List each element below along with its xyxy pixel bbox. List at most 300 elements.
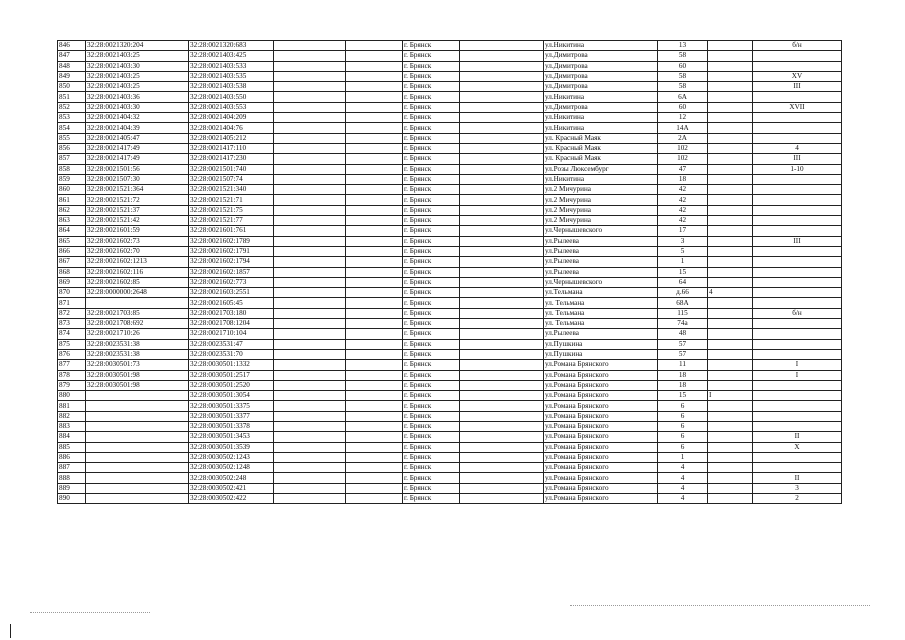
table-row — [58, 298, 842, 308]
cadastral-object-cell: 32:28:0021602:1857 — [189, 267, 274, 277]
empty-cell-b — [346, 308, 403, 318]
building-cell — [708, 370, 753, 380]
building-cell — [708, 257, 753, 267]
cadastral-parcel-cell — [86, 401, 189, 411]
apartment-cell — [753, 113, 842, 123]
house-number-cell: д.66 — [658, 288, 708, 298]
empty-cell-b — [346, 494, 403, 504]
cadastral-object-cell: 32:28:0021710:104 — [189, 329, 274, 339]
empty-cell-a — [274, 143, 346, 153]
house-number-cell: 64 — [658, 277, 708, 287]
cadastral-parcel-cell: 32:28:0021602:70 — [86, 246, 189, 256]
table-row — [58, 442, 842, 452]
building-cell — [708, 92, 753, 102]
scan-edge-mark — [10, 624, 11, 638]
house-number-cell: 18 — [658, 174, 708, 184]
apartment-cell: XV — [753, 71, 842, 81]
empty-cell-a — [274, 473, 346, 483]
cadastral-object-cell: 32:28:0021403:535 — [189, 71, 274, 81]
empty-cell-b — [346, 246, 403, 256]
empty-cell-a — [274, 195, 346, 205]
city-cell: г. Брянск — [403, 246, 460, 256]
apartment-cell — [753, 319, 842, 329]
apartment-cell — [753, 226, 842, 236]
cadastral-object-cell: 32:28:0021703:180 — [189, 308, 274, 318]
empty-cell-c — [460, 102, 544, 112]
cadastral-parcel-cell — [86, 391, 189, 401]
city-cell: г. Брянск — [403, 61, 460, 71]
empty-cell-c — [460, 41, 544, 51]
cadastral-object-cell: 32:28:0021403:538 — [189, 82, 274, 92]
building-cell — [708, 205, 753, 215]
row-number-cell: 885 — [58, 442, 86, 452]
table-row — [58, 370, 842, 380]
house-number-cell: 102 — [658, 143, 708, 153]
cadastral-parcel-cell — [86, 494, 189, 504]
street-cell: ул.Чернышевского — [544, 226, 658, 236]
row-number-cell: 886 — [58, 452, 86, 462]
street-cell: ул.Романа Брянского — [544, 432, 658, 442]
city-cell: г. Брянск — [403, 205, 460, 215]
cadastral-parcel-cell: 32:28:0021320:204 — [86, 41, 189, 51]
city-cell: г. Брянск — [403, 185, 460, 195]
table-row — [58, 123, 842, 133]
empty-cell-a — [274, 226, 346, 236]
empty-cell-a — [274, 185, 346, 195]
city-cell: г. Брянск — [403, 452, 460, 462]
apartment-cell: III — [753, 236, 842, 246]
cadastral-parcel-cell: 32:28:0021601:59 — [86, 226, 189, 236]
table-row — [58, 216, 842, 226]
empty-cell-c — [460, 143, 544, 153]
street-cell: ул.Никитина — [544, 92, 658, 102]
empty-cell-a — [274, 71, 346, 81]
cadastral-object-cell: 32:28:0030502:1248 — [189, 463, 274, 473]
street-cell: ул.Романа Брянского — [544, 380, 658, 390]
row-number-cell: 851 — [58, 92, 86, 102]
building-cell — [708, 41, 753, 51]
empty-cell-a — [274, 442, 346, 452]
apartment-cell — [753, 463, 842, 473]
building-cell — [708, 267, 753, 277]
empty-cell-b — [346, 329, 403, 339]
street-cell: ул.Пушкина — [544, 339, 658, 349]
building-cell — [708, 185, 753, 195]
apartment-cell: 3 — [753, 483, 842, 493]
apartment-cell — [753, 51, 842, 61]
table-row — [58, 380, 842, 390]
empty-cell-b — [346, 267, 403, 277]
apartment-cell — [753, 246, 842, 256]
empty-cell-c — [460, 154, 544, 164]
cadastral-object-cell: 32:28:0021521:71 — [189, 195, 274, 205]
cadastral-object-cell: 32:28:0021603:2551 — [189, 288, 274, 298]
building-cell — [708, 473, 753, 483]
building-cell — [708, 51, 753, 61]
cadastral-object-cell: 32:28:0021320:683 — [189, 41, 274, 51]
apartment-cell: б/н — [753, 41, 842, 51]
cadastral-object-cell: 32:28:0021602:1794 — [189, 257, 274, 267]
cadastral-parcel-cell: 32:28:0021501:56 — [86, 164, 189, 174]
house-number-cell: 42 — [658, 195, 708, 205]
city-cell: г. Брянск — [403, 380, 460, 390]
cadastral-parcel-cell: 32:28:0021403:30 — [86, 102, 189, 112]
house-number-cell: 58 — [658, 71, 708, 81]
table-row — [58, 339, 842, 349]
house-number-cell: 42 — [658, 185, 708, 195]
cadastral-parcel-cell: 32:28:0021403:36 — [86, 92, 189, 102]
row-number-cell: 876 — [58, 349, 86, 359]
building-cell — [708, 71, 753, 81]
row-number-cell: 866 — [58, 246, 86, 256]
row-number-cell: 889 — [58, 483, 86, 493]
house-number-cell: 60 — [658, 61, 708, 71]
cadastral-parcel-cell: 32:28:0021708:692 — [86, 319, 189, 329]
house-number-cell: 18 — [658, 380, 708, 390]
building-cell — [708, 308, 753, 318]
city-cell: г. Брянск — [403, 154, 460, 164]
building-cell — [708, 411, 753, 421]
empty-cell-b — [346, 401, 403, 411]
empty-cell-a — [274, 174, 346, 184]
city-cell: г. Брянск — [403, 288, 460, 298]
street-cell: ул.Романа Брянского — [544, 370, 658, 380]
cadastral-parcel-cell: 32:28:0021602:1213 — [86, 257, 189, 267]
house-number-cell: 13 — [658, 41, 708, 51]
empty-cell-c — [460, 51, 544, 61]
city-cell: г. Брянск — [403, 329, 460, 339]
apartment-cell — [753, 339, 842, 349]
apartment-cell: III — [753, 82, 842, 92]
empty-cell-c — [460, 401, 544, 411]
cadastral-parcel-cell: 32:28:0021405:47 — [86, 133, 189, 143]
empty-cell-c — [460, 61, 544, 71]
cadastral-parcel-cell — [86, 298, 189, 308]
building-cell — [708, 246, 753, 256]
empty-cell-b — [346, 164, 403, 174]
empty-cell-b — [346, 421, 403, 431]
cadastral-object-cell: 32:28:0021521:75 — [189, 205, 274, 215]
cadastral-parcel-cell: 32:28:0021404:32 — [86, 113, 189, 123]
table-row — [58, 185, 842, 195]
empty-cell-b — [346, 391, 403, 401]
empty-cell-a — [274, 370, 346, 380]
row-number-cell: 854 — [58, 123, 86, 133]
house-number-cell: 48 — [658, 329, 708, 339]
street-cell: ул.2 Мичурина — [544, 195, 658, 205]
empty-cell-b — [346, 380, 403, 390]
apartment-cell — [753, 216, 842, 226]
city-cell: г. Брянск — [403, 319, 460, 329]
building-cell — [708, 463, 753, 473]
table-row — [58, 483, 842, 493]
house-number-cell: 5 — [658, 246, 708, 256]
city-cell: г. Брянск — [403, 133, 460, 143]
cadastral-parcel-cell — [86, 442, 189, 452]
street-cell: ул.Романа Брянского — [544, 494, 658, 504]
cadastral-object-cell: 32:28:0030502:248 — [189, 473, 274, 483]
empty-cell-a — [274, 319, 346, 329]
empty-cell-a — [274, 339, 346, 349]
empty-cell-b — [346, 452, 403, 462]
apartment-cell: III — [753, 154, 842, 164]
table-row — [58, 226, 842, 236]
empty-cell-a — [274, 216, 346, 226]
empty-cell-c — [460, 71, 544, 81]
empty-cell-c — [460, 452, 544, 462]
apartment-cell — [753, 257, 842, 267]
empty-cell-b — [346, 174, 403, 184]
table-row — [58, 401, 842, 411]
empty-cell-a — [274, 298, 346, 308]
empty-cell-c — [460, 267, 544, 277]
house-number-cell: 6 — [658, 432, 708, 442]
row-number-cell: 875 — [58, 339, 86, 349]
house-number-cell: 14А — [658, 123, 708, 133]
cadastral-parcel-cell: 32:28:0021521:37 — [86, 205, 189, 215]
house-number-cell: 1 — [658, 257, 708, 267]
empty-cell-b — [346, 463, 403, 473]
building-cell — [708, 236, 753, 246]
empty-cell-c — [460, 308, 544, 318]
empty-cell-b — [346, 339, 403, 349]
city-cell: г. Брянск — [403, 277, 460, 287]
house-number-cell: 18 — [658, 370, 708, 380]
table-row — [58, 452, 842, 462]
house-number-cell: 74а — [658, 319, 708, 329]
empty-cell-b — [346, 360, 403, 370]
cadastral-parcel-cell: 32:28:0021417:49 — [86, 154, 189, 164]
empty-cell-a — [274, 432, 346, 442]
building-cell: I — [708, 391, 753, 401]
empty-cell-b — [346, 288, 403, 298]
street-cell: ул.Никитина — [544, 41, 658, 51]
empty-cell-a — [274, 463, 346, 473]
cadastral-parcel-cell: 32:28:0021417:49 — [86, 143, 189, 153]
street-cell: ул.Димитрова — [544, 61, 658, 71]
row-number-cell: 871 — [58, 298, 86, 308]
row-number-cell: 878 — [58, 370, 86, 380]
cadastral-parcel-cell: 32:28:0023531:38 — [86, 349, 189, 359]
street-cell: ул.Димитрова — [544, 51, 658, 61]
apartment-cell — [753, 277, 842, 287]
table-row — [58, 236, 842, 246]
house-number-cell: 3 — [658, 236, 708, 246]
table-row — [58, 174, 842, 184]
street-cell: ул.Димитрова — [544, 82, 658, 92]
row-number-cell: 856 — [58, 143, 86, 153]
street-cell: ул.2 Мичурина — [544, 185, 658, 195]
building-cell — [708, 494, 753, 504]
row-number-cell: 884 — [58, 432, 86, 442]
empty-cell-c — [460, 92, 544, 102]
row-number-cell: 849 — [58, 71, 86, 81]
apartment-cell — [753, 267, 842, 277]
row-number-cell: 848 — [58, 61, 86, 71]
empty-cell-a — [274, 123, 346, 133]
building-cell — [708, 360, 753, 370]
cadastral-parcel-cell: 32:28:0030501:98 — [86, 380, 189, 390]
city-cell: г. Брянск — [403, 113, 460, 123]
house-number-cell: 58 — [658, 82, 708, 92]
street-cell: ул. Красный Маяк — [544, 154, 658, 164]
row-number-cell: 879 — [58, 380, 86, 390]
building-cell — [708, 226, 753, 236]
building-cell — [708, 216, 753, 226]
city-cell: г. Брянск — [403, 463, 460, 473]
cadastral-object-cell: 32:28:0021417:230 — [189, 154, 274, 164]
empty-cell-a — [274, 246, 346, 256]
empty-cell-c — [460, 494, 544, 504]
cadastral-parcel-cell: 32:28:0021602:73 — [86, 236, 189, 246]
cadastral-object-cell: 32:28:0021602:773 — [189, 277, 274, 287]
empty-cell-a — [274, 483, 346, 493]
city-cell: г. Брянск — [403, 216, 460, 226]
house-number-cell: 57 — [658, 339, 708, 349]
street-cell: ул.Димитрова — [544, 102, 658, 112]
city-cell: г. Брянск — [403, 123, 460, 133]
row-number-cell: 890 — [58, 494, 86, 504]
row-number-cell: 852 — [58, 102, 86, 112]
cadastral-object-cell: 32:28:0021403:550 — [189, 92, 274, 102]
city-cell: г. Брянск — [403, 401, 460, 411]
empty-cell-a — [274, 82, 346, 92]
apartment-cell — [753, 61, 842, 71]
building-cell — [708, 298, 753, 308]
empty-cell-b — [346, 133, 403, 143]
cadastral-object-cell: 32:28:0030501:2517 — [189, 370, 274, 380]
house-number-cell: 57 — [658, 349, 708, 359]
building-cell — [708, 61, 753, 71]
city-cell: г. Брянск — [403, 483, 460, 493]
table-row — [58, 349, 842, 359]
apartment-cell — [753, 421, 842, 431]
empty-cell-a — [274, 205, 346, 215]
cadastral-object-cell: 32:28:0030501:2520 — [189, 380, 274, 390]
row-number-cell: 868 — [58, 267, 86, 277]
cadastral-object-cell: 32:28:0021507:74 — [189, 174, 274, 184]
row-number-cell: 880 — [58, 391, 86, 401]
empty-cell-c — [460, 133, 544, 143]
cadastral-object-cell: 32:28:0021404:209 — [189, 113, 274, 123]
cadastral-object-cell: 32:28:0030502:1243 — [189, 452, 274, 462]
table-row — [58, 391, 842, 401]
street-cell: ул.Романа Брянского — [544, 473, 658, 483]
city-cell: г. Брянск — [403, 411, 460, 421]
building-cell — [708, 102, 753, 112]
city-cell: г. Брянск — [403, 226, 460, 236]
house-number-cell: 68А — [658, 298, 708, 308]
scan-noise-dots — [30, 612, 150, 615]
table-row — [58, 267, 842, 277]
building-cell — [708, 195, 753, 205]
empty-cell-a — [274, 133, 346, 143]
cadastral-parcel-cell: 32:28:0021521:364 — [86, 185, 189, 195]
house-number-cell: 11 — [658, 360, 708, 370]
empty-cell-c — [460, 298, 544, 308]
house-number-cell: 15 — [658, 267, 708, 277]
cadastral-object-cell: 32:28:0021403:553 — [189, 102, 274, 112]
table-row — [58, 102, 842, 112]
empty-cell-c — [460, 370, 544, 380]
city-cell: г. Брянск — [403, 391, 460, 401]
table-row — [58, 319, 842, 329]
building-cell: 4 — [708, 288, 753, 298]
empty-cell-a — [274, 411, 346, 421]
street-cell: ул.Романа Брянского — [544, 401, 658, 411]
apartment-cell — [753, 380, 842, 390]
cadastral-parcel-cell — [86, 483, 189, 493]
empty-cell-c — [460, 195, 544, 205]
street-cell: ул. Тельмана — [544, 319, 658, 329]
cadastral-parcel-cell: 32:28:0021602:85 — [86, 277, 189, 287]
house-number-cell: 42 — [658, 205, 708, 215]
row-number-cell: 857 — [58, 154, 86, 164]
street-cell: ул.2 Мичурина — [544, 205, 658, 215]
cadastral-parcel-cell: 32:28:0030501:98 — [86, 370, 189, 380]
building-cell — [708, 380, 753, 390]
cadastral-parcel-cell — [86, 411, 189, 421]
building-cell — [708, 154, 753, 164]
street-cell: ул.Рылеева — [544, 329, 658, 339]
empty-cell-c — [460, 411, 544, 421]
empty-cell-a — [274, 380, 346, 390]
empty-cell-c — [460, 174, 544, 184]
city-cell: г. Брянск — [403, 298, 460, 308]
building-cell — [708, 277, 753, 287]
table-row — [58, 113, 842, 123]
empty-cell-b — [346, 411, 403, 421]
empty-cell-a — [274, 277, 346, 287]
table-row — [58, 257, 842, 267]
street-cell: ул. Красный Маяк — [544, 133, 658, 143]
cadastral-parcel-cell — [86, 432, 189, 442]
table-row — [58, 411, 842, 421]
house-number-cell: 60 — [658, 102, 708, 112]
empty-cell-a — [274, 391, 346, 401]
cadastral-object-cell: 32:28:0030501:3453 — [189, 432, 274, 442]
empty-cell-b — [346, 61, 403, 71]
cadastral-object-cell: 32:28:0021501:740 — [189, 164, 274, 174]
city-cell: г. Брянск — [403, 41, 460, 51]
empty-cell-b — [346, 473, 403, 483]
city-cell: г. Брянск — [403, 308, 460, 318]
apartment-cell — [753, 329, 842, 339]
empty-cell-c — [460, 82, 544, 92]
empty-cell-b — [346, 236, 403, 246]
empty-cell-a — [274, 257, 346, 267]
empty-cell-c — [460, 319, 544, 329]
empty-cell-a — [274, 421, 346, 431]
apartment-cell: 2 — [753, 494, 842, 504]
row-number-cell: 850 — [58, 82, 86, 92]
table-row — [58, 92, 842, 102]
empty-cell-b — [346, 483, 403, 493]
apartment-cell — [753, 205, 842, 215]
empty-cell-a — [274, 349, 346, 359]
table-row — [58, 71, 842, 81]
empty-cell-c — [460, 205, 544, 215]
house-number-cell: 47 — [658, 164, 708, 174]
street-cell: ул. Тельмана — [544, 308, 658, 318]
empty-cell-c — [460, 483, 544, 493]
city-cell: г. Брянск — [403, 143, 460, 153]
empty-cell-a — [274, 360, 346, 370]
row-number-cell: 867 — [58, 257, 86, 267]
cadastral-parcel-cell — [86, 452, 189, 462]
empty-cell-a — [274, 236, 346, 246]
street-cell: ул.Романа Брянского — [544, 452, 658, 462]
